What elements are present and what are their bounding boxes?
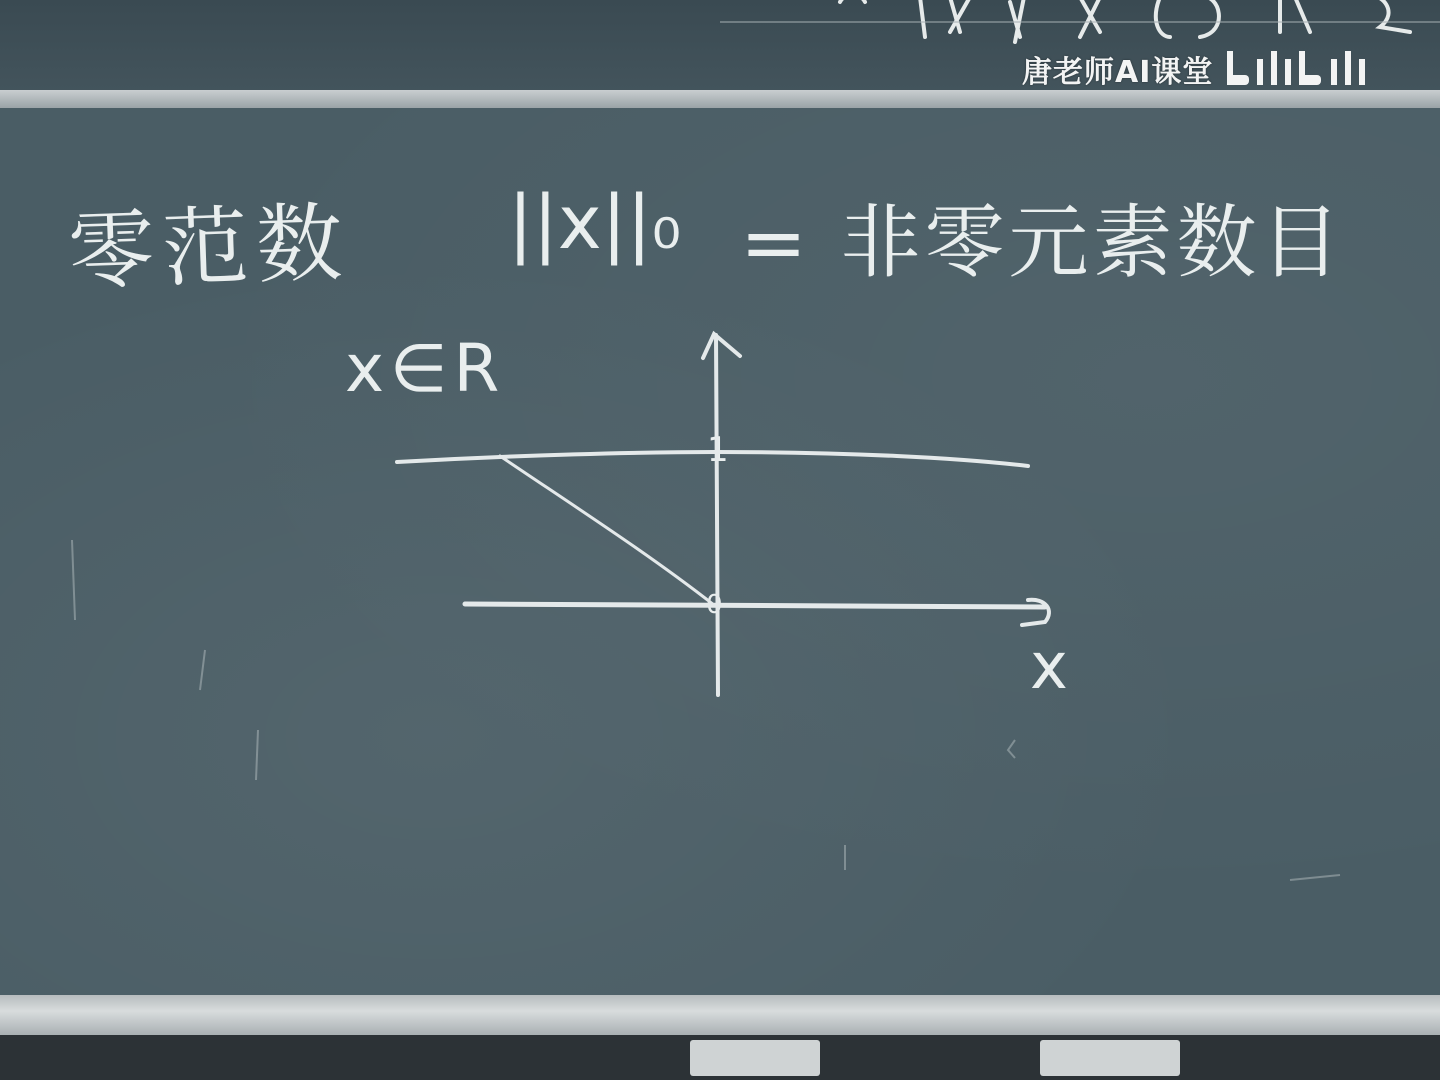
value-one-line <box>397 452 1028 466</box>
norm-definition-lhs: ||x||₀ <box>508 180 682 266</box>
x-axis-line <box>465 604 1045 607</box>
domain-label: x∈R <box>345 330 506 407</box>
y-axis-line <box>716 335 718 695</box>
x-axis-label: x <box>1030 630 1068 704</box>
board-heading: 零范数 <box>66 193 352 303</box>
eraser <box>690 1040 820 1076</box>
graph-value-one-label: 1 <box>707 430 729 470</box>
y-axis-arrowhead <box>703 334 740 358</box>
norm-definition-rhs: = 非零元素数目 <box>740 196 1345 289</box>
eraser <box>1040 1040 1180 1076</box>
watermark-text: 唐老师AI课堂 <box>1022 55 1214 90</box>
graph-origin-label: 0 <box>706 590 723 620</box>
chalk-tray-bottom <box>0 995 1440 1035</box>
sloped-line <box>500 456 714 605</box>
x-axis-arrowhead <box>1022 600 1049 625</box>
